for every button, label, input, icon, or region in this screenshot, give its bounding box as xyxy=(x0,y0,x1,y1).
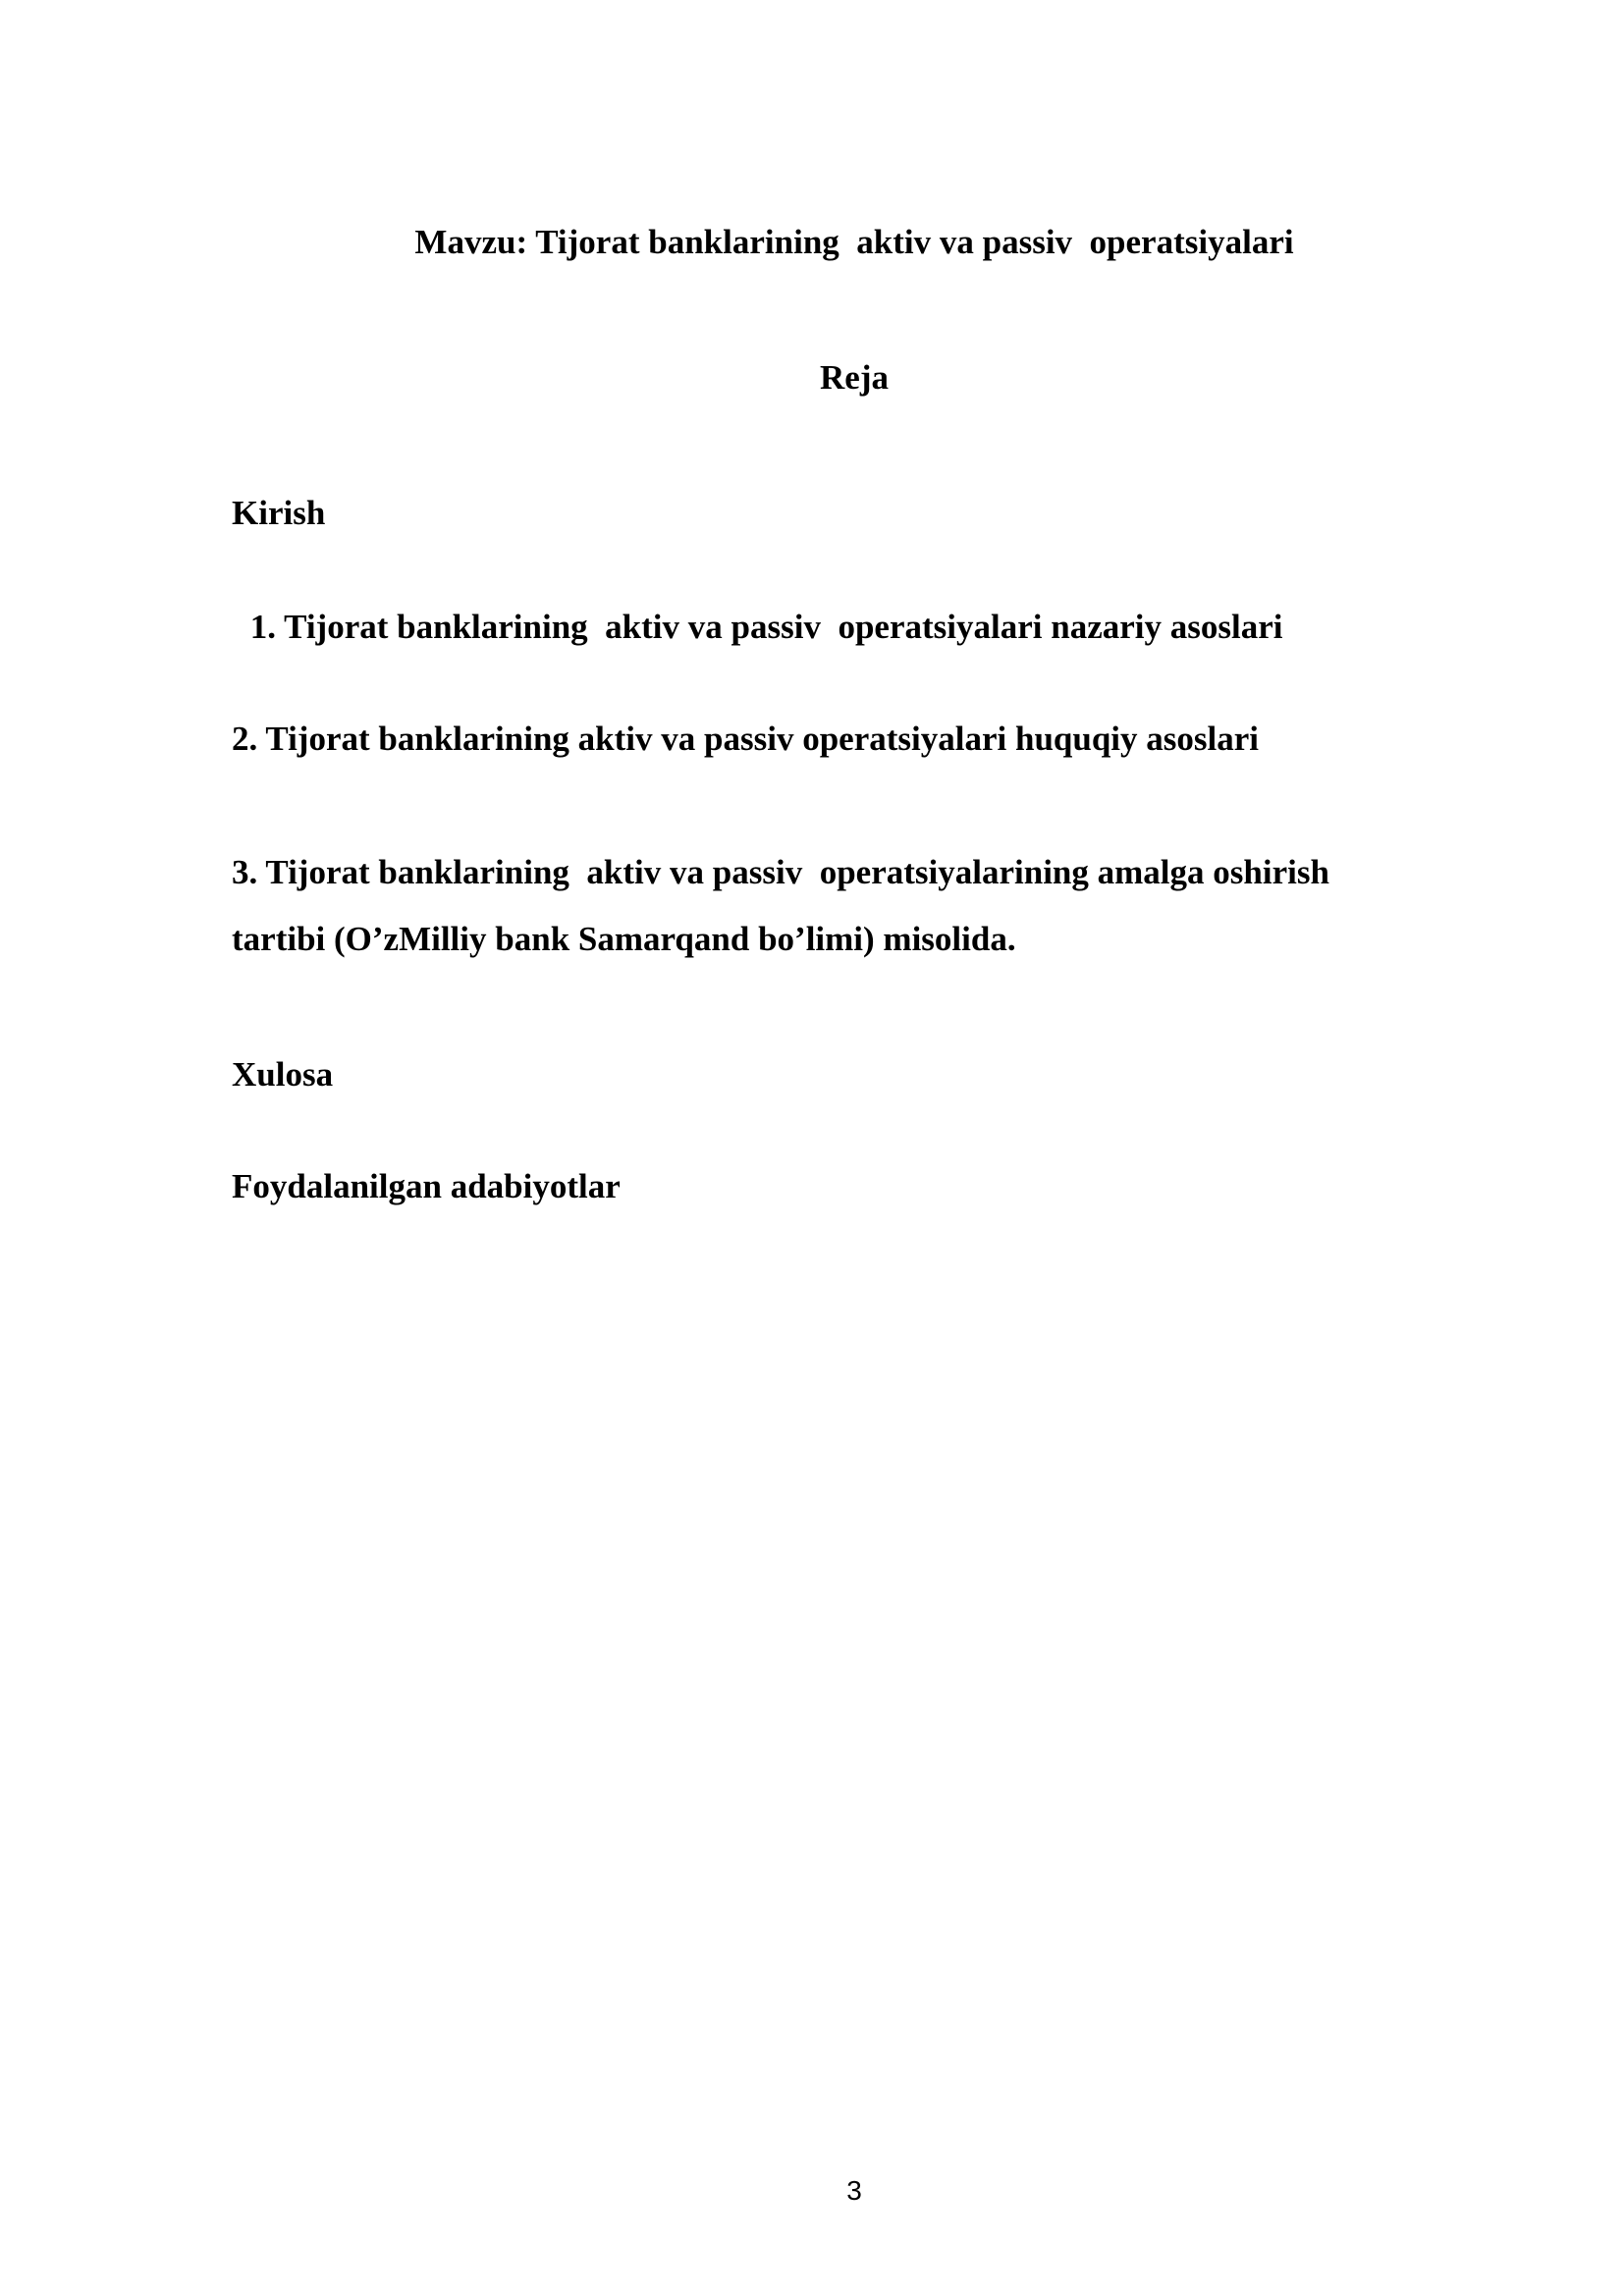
plan-item-1: 1. Tijorat banklarining aktiv va passiv operatsiyalari nazariy asoslari xyxy=(242,608,1283,646)
plan-heading: Reja xyxy=(820,358,889,397)
intro-heading: Kirish xyxy=(232,494,326,532)
document-title: Mavzu: Tijorat banklarining aktiv va passiv operatsiyalari xyxy=(414,223,1294,261)
references-heading: Foydalanilgan adabiyotlar xyxy=(232,1167,621,1205)
plan-item-2: 2. Tijorat banklarining aktiv va passiv operatsiyalari huquqiy asoslari xyxy=(232,720,1260,758)
plan-item-3-line-2: tartibi (O’zMilliy bank Samarqand bo’limi) misolida. xyxy=(232,920,1016,958)
conclusion-heading: Xulosa xyxy=(232,1055,334,1094)
plan-item-3-line-1: 3. Tijorat banklarining aktiv va passiv operatsiyalarining amalga oshirish xyxy=(232,853,1329,891)
page-number: 3 xyxy=(846,2175,862,2206)
